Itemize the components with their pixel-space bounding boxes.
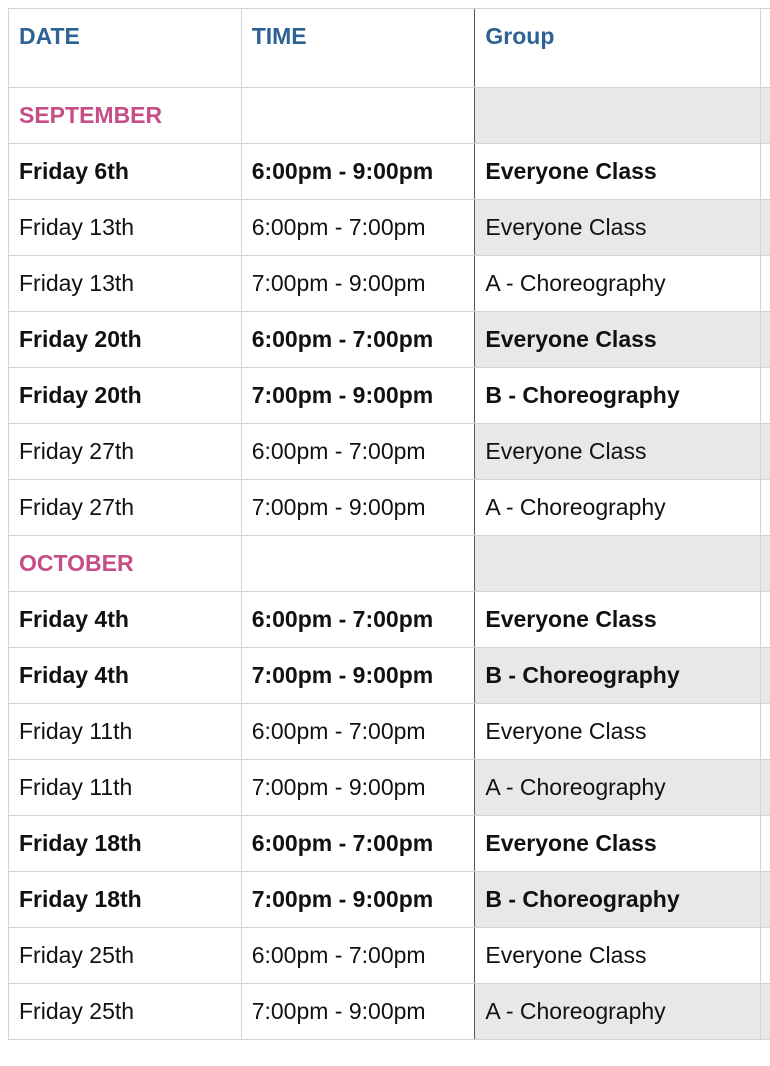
table-row — [9, 592, 770, 648]
table-row — [9, 368, 770, 424]
header-time: TIME — [242, 9, 476, 87]
table-row — [9, 312, 770, 368]
month-group-empty — [475, 88, 761, 143]
row-pad — [761, 648, 770, 703]
date-cell: Friday 18th — [9, 872, 242, 927]
table-header-row — [9, 9, 770, 88]
group-cell: Everyone Class — [475, 424, 761, 479]
date-cell: Friday 20th — [9, 312, 242, 367]
time-cell: 6:00pm - 7:00pm — [242, 816, 476, 871]
row-pad — [761, 480, 770, 535]
table-body — [9, 88, 770, 1040]
table-row — [9, 760, 770, 816]
row-pad — [761, 368, 770, 423]
date-cell: Friday 4th — [9, 592, 242, 647]
table-row — [9, 984, 770, 1040]
time-cell: 7:00pm - 9:00pm — [242, 256, 476, 311]
group-cell: B - Choreography — [475, 368, 761, 423]
table-row — [9, 200, 770, 256]
date-cell: Friday 11th — [9, 760, 242, 815]
date-cell: Friday 6th — [9, 144, 242, 199]
row-pad — [761, 424, 770, 479]
month-label: SEPTEMBER — [9, 88, 242, 143]
month-time-empty — [242, 536, 476, 591]
time-cell: 6:00pm - 7:00pm — [242, 928, 476, 983]
month-pad — [761, 536, 770, 591]
group-cell: A - Choreography — [475, 984, 761, 1039]
header-group: Group — [475, 9, 761, 87]
table-row — [9, 424, 770, 480]
month-row — [9, 536, 770, 592]
date-cell: Friday 27th — [9, 424, 242, 479]
time-cell: 6:00pm - 7:00pm — [242, 704, 476, 759]
month-group-empty — [475, 536, 761, 591]
row-pad — [761, 984, 770, 1039]
group-cell: Everyone Class — [475, 816, 761, 871]
group-cell: Everyone Class — [475, 312, 761, 367]
time-cell: 6:00pm - 7:00pm — [242, 200, 476, 255]
group-cell: Everyone Class — [475, 592, 761, 647]
date-cell: Friday 18th — [9, 816, 242, 871]
group-cell: A - Choreography — [475, 256, 761, 311]
table-row — [9, 144, 770, 200]
time-cell: 6:00pm - 7:00pm — [242, 424, 476, 479]
time-cell: 7:00pm - 9:00pm — [242, 480, 476, 535]
row-pad — [761, 144, 770, 199]
time-cell: 6:00pm - 7:00pm — [242, 312, 476, 367]
row-pad — [761, 592, 770, 647]
row-pad — [761, 704, 770, 759]
group-cell: A - Choreography — [475, 480, 761, 535]
group-cell: Everyone Class — [475, 144, 761, 199]
date-cell: Friday 20th — [9, 368, 242, 423]
date-cell: Friday 13th — [9, 200, 242, 255]
header-pad — [761, 9, 770, 87]
date-cell: Friday 4th — [9, 648, 242, 703]
time-cell: 6:00pm - 9:00pm — [242, 144, 476, 199]
schedule-table — [8, 8, 770, 1040]
table-row — [9, 256, 770, 312]
time-cell: 7:00pm - 9:00pm — [242, 368, 476, 423]
date-cell: Friday 25th — [9, 984, 242, 1039]
time-cell: 7:00pm - 9:00pm — [242, 872, 476, 927]
group-cell: A - Choreography — [475, 760, 761, 815]
table-row — [9, 816, 770, 872]
time-cell: 7:00pm - 9:00pm — [242, 984, 476, 1039]
date-cell: Friday 25th — [9, 928, 242, 983]
group-cell: Everyone Class — [475, 704, 761, 759]
row-pad — [761, 256, 770, 311]
table-row — [9, 480, 770, 536]
date-cell: Friday 11th — [9, 704, 242, 759]
group-cell: B - Choreography — [475, 648, 761, 703]
time-cell: 6:00pm - 7:00pm — [242, 592, 476, 647]
time-cell: 7:00pm - 9:00pm — [242, 648, 476, 703]
group-cell: Everyone Class — [475, 928, 761, 983]
row-pad — [761, 872, 770, 927]
table-row — [9, 928, 770, 984]
row-pad — [761, 928, 770, 983]
row-pad — [761, 816, 770, 871]
date-cell: Friday 27th — [9, 480, 242, 535]
group-cell: B - Choreography — [475, 872, 761, 927]
month-row — [9, 88, 770, 144]
time-cell: 7:00pm - 9:00pm — [242, 760, 476, 815]
header-date: DATE — [9, 9, 242, 87]
table-row — [9, 704, 770, 760]
table-row — [9, 872, 770, 928]
month-pad — [761, 88, 770, 143]
date-cell: Friday 13th — [9, 256, 242, 311]
row-pad — [761, 760, 770, 815]
month-label: OCTOBER — [9, 536, 242, 591]
table-row — [9, 648, 770, 704]
group-cell: Everyone Class — [475, 200, 761, 255]
month-time-empty — [242, 88, 476, 143]
row-pad — [761, 312, 770, 367]
row-pad — [761, 200, 770, 255]
